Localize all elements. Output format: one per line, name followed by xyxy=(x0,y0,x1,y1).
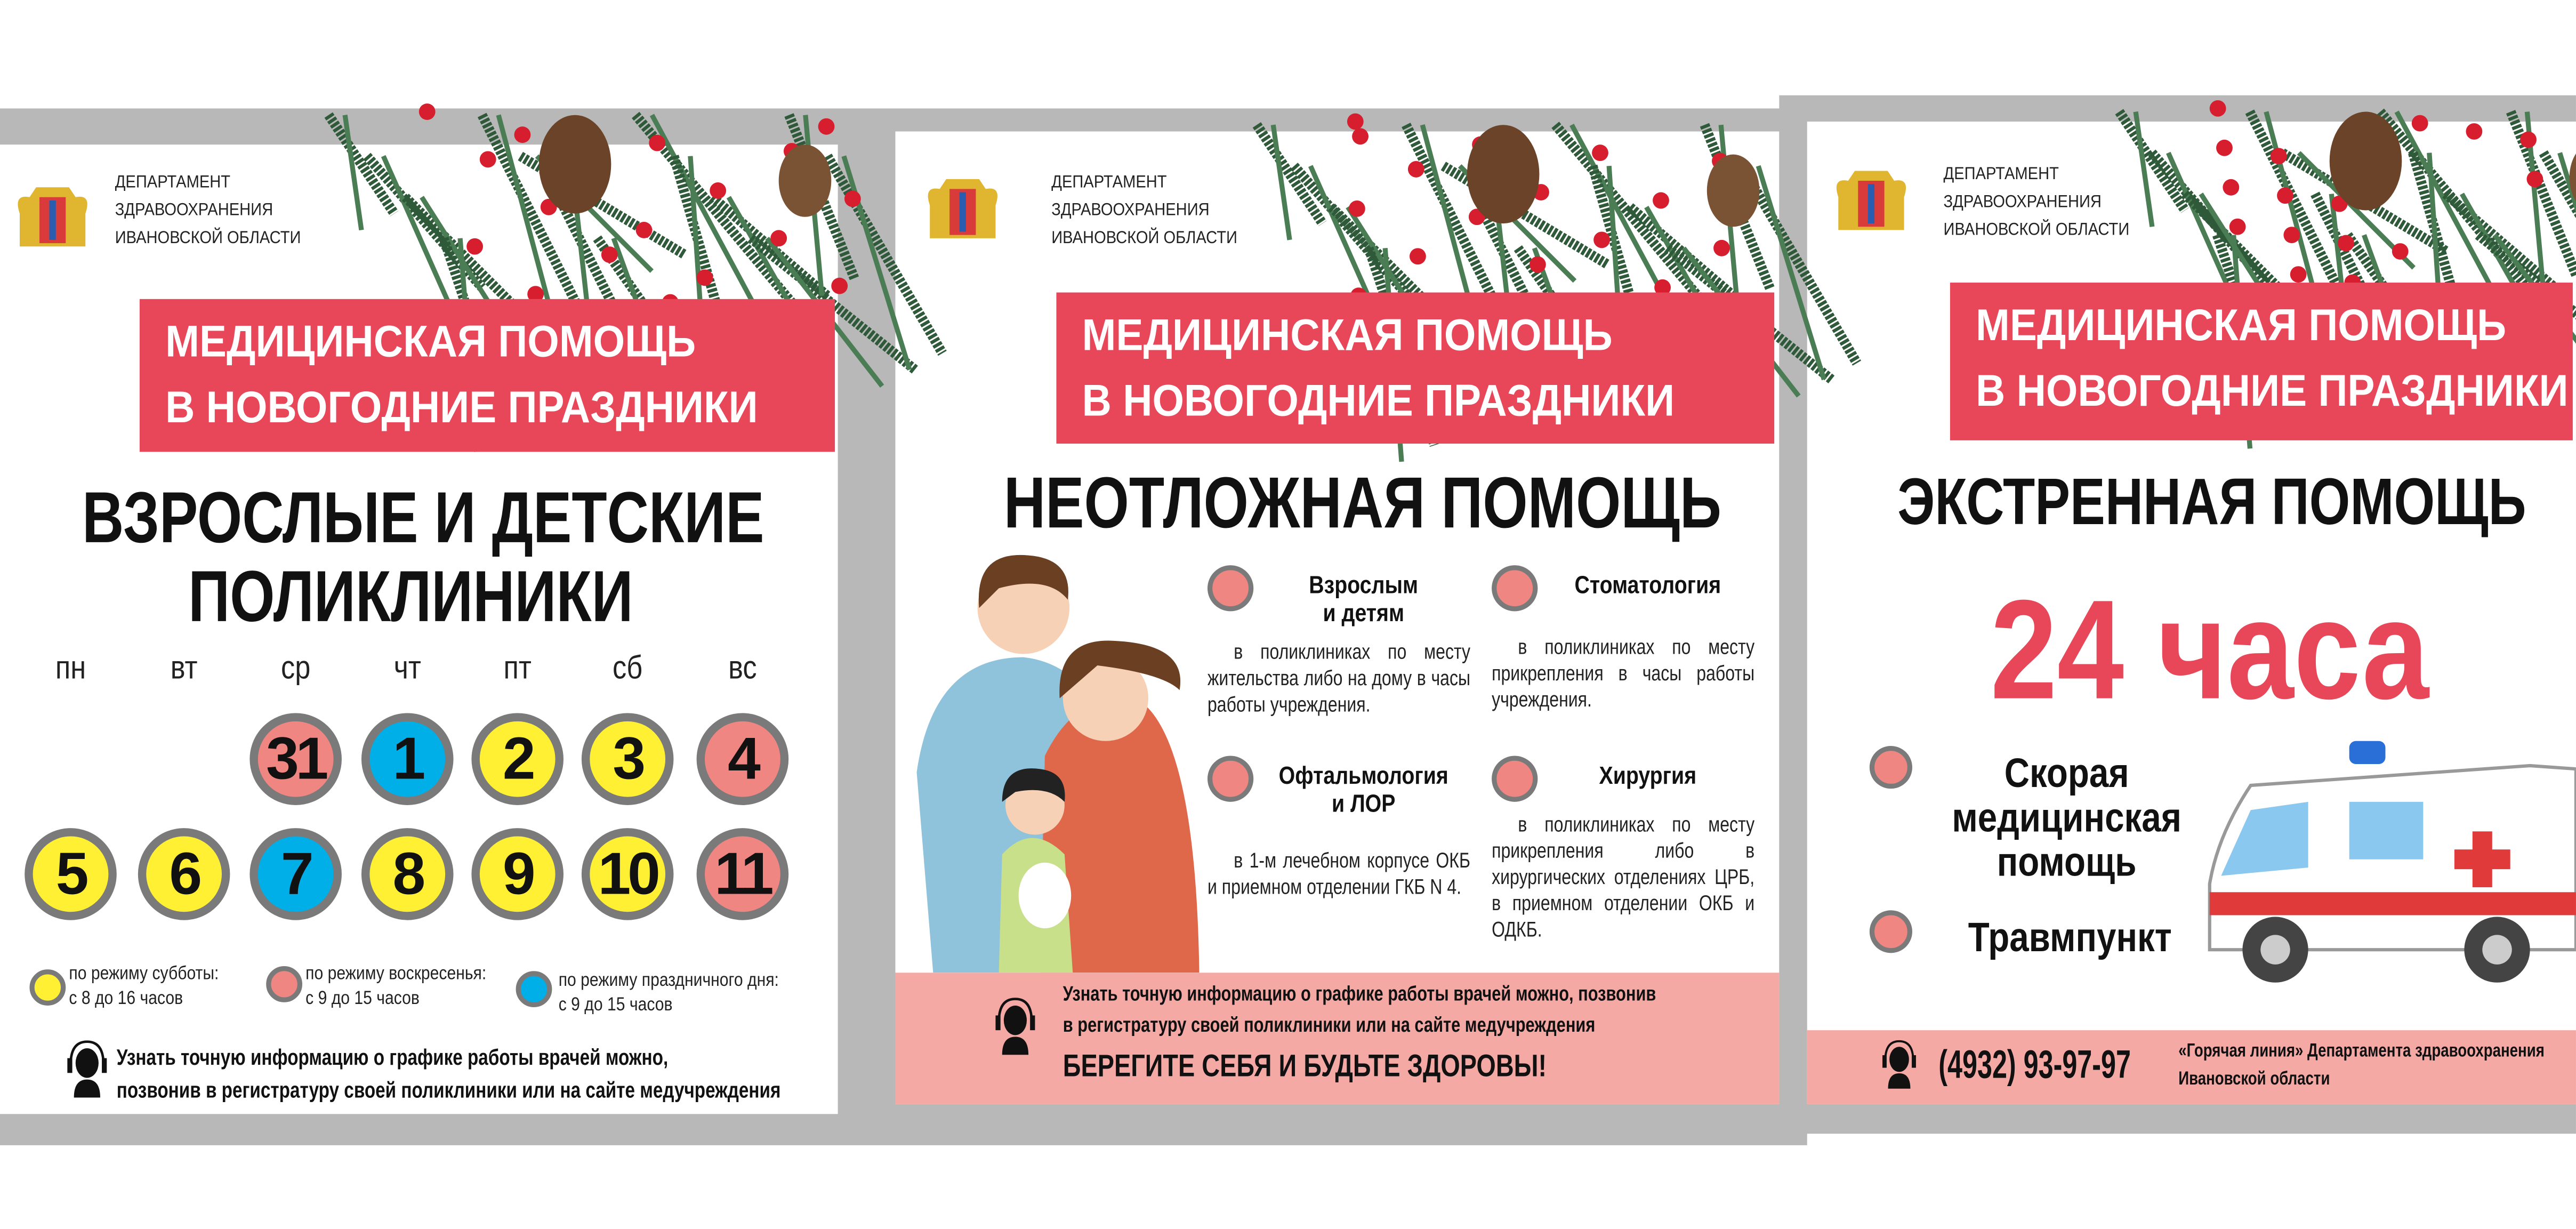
hotline-phone[interactable]: (4932) 93-97-97 xyxy=(1938,1043,2131,1088)
item-bullet xyxy=(1492,565,1537,611)
berry xyxy=(2338,235,2354,252)
item-description: в 1-м лечебном корпусе ОКБ и приемном отделении ГКБ N 4. xyxy=(1207,848,1471,899)
berry xyxy=(1410,248,1426,264)
berry xyxy=(844,190,861,207)
weekday-6: вс xyxy=(728,650,757,687)
berry xyxy=(1349,200,1365,217)
headset-icon xyxy=(994,995,1036,1063)
calendar-day: 11 xyxy=(697,828,789,920)
calendar-day: 4 xyxy=(697,713,789,805)
calendar-day: 31 xyxy=(249,713,342,805)
berry xyxy=(2216,140,2233,156)
legend-sunday: по режиму воскресенья: с 9 до 15 часов xyxy=(305,964,487,1009)
berry xyxy=(514,126,531,143)
page-title: ВЗРОСЛЫЕ И ДЕТСКИЕ ПОЛИКЛИНИКИ xyxy=(82,478,764,638)
berry xyxy=(1352,128,1368,144)
dept-name: ДЕПАРТАМЕНТ ЗДРАВООХРАНЕНИЯ ИВАНОВСКОЙ ОБЛАСТИ xyxy=(1051,172,1237,248)
calendar-day: 10 xyxy=(582,828,674,920)
berry xyxy=(1592,144,1608,161)
item-description: в поликлиниках по месту прикрепления либо в хирургических отделениях ЦРБ, в приемном отделении ОКБ и ОДКБ. xyxy=(1492,812,1755,942)
berry xyxy=(419,103,436,120)
coat-of-arms-logo xyxy=(1832,164,1911,243)
pine-needle xyxy=(345,115,361,230)
item-bullet xyxy=(1207,756,1253,802)
headset-icon xyxy=(66,1039,108,1106)
berry xyxy=(1529,256,1546,273)
berry xyxy=(1653,192,1669,209)
weekday-2: ср xyxy=(281,650,311,687)
calendar-day: 8 xyxy=(361,828,454,920)
weekday-0: пн xyxy=(55,650,86,687)
item-heading: Хирургия xyxy=(1599,762,1697,791)
banner: МЕДИЦИНСКАЯ ПОМОЩЬ В НОВОГОДНИЕ ПРАЗДНИКИ xyxy=(1950,283,2573,440)
banner: МЕДИЦИНСКАЯ ПОМОЩЬ В НОВОГОДНИЕ ПРАЗДНИКИ xyxy=(1056,293,1774,444)
berry xyxy=(697,269,713,286)
pinecone xyxy=(2330,112,2402,211)
calendar-day: 5 xyxy=(25,828,117,920)
pine-needle xyxy=(2136,112,2152,227)
item-bullet xyxy=(1207,565,1253,611)
weekday-4: пт xyxy=(503,650,532,687)
berry xyxy=(649,135,665,151)
item-heading: Взрослым и детям xyxy=(1309,572,1419,628)
service-trauma: Травмпункт xyxy=(1968,915,2172,961)
pine-needle xyxy=(1273,125,1290,240)
weekday-5: сб xyxy=(613,650,643,687)
berry xyxy=(1347,114,1364,130)
service-bullet xyxy=(1870,746,1912,789)
berry xyxy=(601,246,618,263)
service-ambulance: Скорая медицинская помощь xyxy=(1952,751,2181,886)
item-heading: Офтальмология и ЛОР xyxy=(1278,762,1448,818)
calendar-day: 6 xyxy=(138,828,230,920)
calendar-day: 1 xyxy=(361,713,454,805)
page-title: ЭКСТРЕННАЯ ПОМОЩЬ xyxy=(1897,467,2526,539)
berry xyxy=(2392,243,2409,260)
family-illustration xyxy=(900,542,1204,973)
dept-name: ДЕПАРТАМЕНТ ЗДРАВООХРАНЕНИЯ ИВАНОВСКОЙ ОБЛАСТИ xyxy=(115,172,301,248)
pinecone xyxy=(779,144,832,217)
legend-pink-dot xyxy=(266,966,302,1002)
legend-saturday: по режиму субботы: с 8 до 16 часов xyxy=(69,964,219,1009)
coat-of-arms-logo xyxy=(13,181,92,260)
berry xyxy=(636,222,653,238)
coat-of-arms-logo xyxy=(923,173,1002,252)
berry xyxy=(1713,240,1730,256)
hotline-label: «Горячая линия» Департамента здравоохранения Ивановской области xyxy=(2178,1041,2545,1090)
calendar-day: 3 xyxy=(582,713,674,805)
slogan: БЕРЕГИТЕ СЕБЯ И БУДЬТЕ ЗДОРОВЫ! xyxy=(1062,1050,1547,1085)
berry xyxy=(1408,161,1424,178)
berry xyxy=(2271,148,2287,164)
service-bullet xyxy=(1870,910,1912,953)
berry xyxy=(1593,232,1610,248)
item-description: в поликлиниках по месту жительства либо на дому в часы работы учреждения. xyxy=(1207,639,1471,717)
berry xyxy=(2520,132,2537,148)
berry xyxy=(2290,266,2307,283)
berry xyxy=(2412,115,2428,132)
hours-label: 24 часа xyxy=(1990,572,2429,730)
berry xyxy=(2283,227,2300,243)
berry xyxy=(2223,179,2239,196)
pine-needle xyxy=(729,197,794,312)
calendar-day: 2 xyxy=(471,713,564,805)
page-title: НЕОТЛОЖНАЯ ПОМОЩЬ xyxy=(1003,463,1721,544)
weekday-3: чт xyxy=(393,650,421,687)
berry xyxy=(2527,171,2543,187)
calendar-day: 7 xyxy=(249,828,342,920)
legend-yellow-dot xyxy=(29,969,66,1006)
berry xyxy=(770,230,787,246)
pinecone xyxy=(1707,155,1760,227)
berry xyxy=(2466,123,2482,140)
dept-name: ДЕПАРТАМЕНТ ЗДРАВООХРАНЕНИЯ ИВАНОВСКОЙ ОБЛАСТИ xyxy=(1943,164,2130,240)
info-note: Узнать точную информацию о графике работы врачей можно, позвонив в регистратуру своей поликлиники или на сайте медучреждения xyxy=(1062,982,1656,1037)
banner: МЕДИЦИНСКАЯ ПОМОЩЬ В НОВОГОДНИЕ ПРАЗДНИКИ xyxy=(140,299,835,452)
item-description: в поликлиниках по месту прикрепления в часы работы учреждения. xyxy=(1492,634,1755,712)
berry xyxy=(818,118,835,135)
item-heading: Стоматология xyxy=(1574,572,1721,600)
berry xyxy=(2277,187,2293,204)
pinecone xyxy=(539,115,611,214)
item-bullet xyxy=(1492,756,1537,802)
weekday-1: вт xyxy=(170,650,198,687)
berry xyxy=(2229,219,2246,235)
berry xyxy=(831,278,848,294)
ambulance-illustration xyxy=(2201,736,2576,999)
info-note: Узнать точную информацию о графике работы врачей можно, позвонив в регистратуру своей поликлиники или на сайте медучреждения xyxy=(116,1045,781,1103)
berry xyxy=(2210,100,2226,117)
legend-blue-dot xyxy=(516,971,552,1007)
berry xyxy=(710,182,726,199)
berry xyxy=(466,238,483,255)
legend-holiday: по режиму праздничного дня: с 9 до 15 часов xyxy=(558,971,779,1016)
headset-icon xyxy=(1881,1039,1917,1096)
pinecone xyxy=(1467,125,1540,223)
calendar-day: 9 xyxy=(471,828,564,920)
berry xyxy=(480,151,496,168)
